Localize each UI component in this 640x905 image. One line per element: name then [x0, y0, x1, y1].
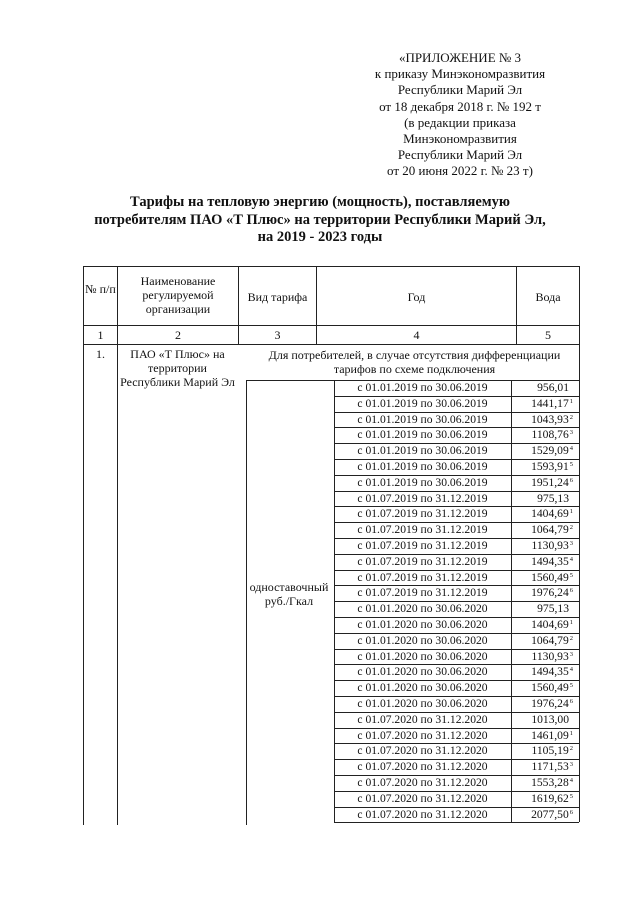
row-divider: [334, 554, 579, 555]
row-value: [531, 664, 573, 680]
row-footnote-mark: 2: [569, 745, 573, 753]
row-footnote-mark: 3: [569, 540, 573, 547]
row-value: [537, 380, 569, 396]
row-divider: [334, 743, 579, 744]
tariff-row: [334, 649, 579, 665]
tariff-row: [334, 491, 579, 507]
row-value: [531, 633, 573, 649]
rows-left-border: [334, 380, 335, 822]
row-divider: [334, 712, 579, 713]
row-value-number: 1976,24: [531, 697, 569, 710]
row-footnote-mark: 6: [569, 698, 573, 705]
row-value-number: 1130,93: [531, 649, 569, 663]
header-water: Вода: [535, 290, 561, 304]
col-number-2: 2: [175, 328, 181, 342]
row-value-number: 1461,09: [531, 728, 569, 742]
row-value-number: 1130,93: [531, 539, 569, 552]
row-footnote-mark: 5: [569, 792, 573, 800]
row-footnote-mark: 5: [569, 571, 573, 579]
row-divider: [334, 396, 579, 397]
row-period: с 01.01.2020 по 30.06.2020: [357, 649, 488, 663]
row-value: [531, 412, 573, 428]
tariff-row: [334, 538, 579, 554]
row-divider: [334, 775, 579, 776]
row-divider: [334, 443, 579, 444]
row-value: [537, 601, 569, 617]
row-period: с 01.01.2020 по 30.06.2020: [357, 681, 488, 695]
title-line: Тарифы на тепловую энергию (мощность), поставляемую: [130, 194, 510, 210]
header-tariff-type: Вид тарифа: [247, 290, 308, 304]
row-value-number: 1529,09: [531, 444, 569, 458]
tariff-row: [334, 554, 579, 570]
row-period: с 01.01.2020 по 30.06.2020: [357, 633, 488, 647]
row-footnote-mark: 6: [569, 587, 573, 595]
row-value: [531, 680, 573, 696]
col-number-1: 1: [97, 328, 104, 342]
row-footnote-mark: 4: [569, 666, 573, 674]
row-period: с 01.07.2020 по 31.12.2020: [357, 807, 488, 821]
title-line: на 2019 - 2023 годы: [257, 229, 383, 245]
row-divider: [334, 491, 579, 492]
appendix-line: от 18 декабря 2018 г. № 192 т: [379, 98, 541, 114]
row-value-number: 1560,49: [531, 570, 569, 584]
col-number-5: 5: [545, 328, 551, 342]
tariff-row: [334, 585, 579, 601]
row-period: с 01.07.2020 по 31.12.2020: [357, 744, 488, 758]
tariff-row: [334, 443, 579, 459]
header-year: Год: [407, 290, 426, 304]
row-footnote-mark: 6: [569, 808, 573, 816]
row-value: [531, 696, 573, 712]
row-divider: [334, 585, 579, 586]
row-value: [531, 728, 573, 744]
row-value: [531, 807, 573, 823]
row-period: с 01.07.2020 по 31.12.2020: [357, 712, 488, 726]
appendix-line: «ПРИЛОЖЕНИЕ № 3: [398, 50, 522, 65]
row-period: с 01.01.2019 по 30.06.2019: [357, 460, 488, 473]
row-divider: [334, 649, 579, 650]
row-period: с 01.07.2019 по 31.12.2019: [357, 539, 488, 552]
row-divider: [334, 807, 579, 808]
row-footnote-mark: 3: [569, 650, 573, 658]
row-value-number: 1171,53: [531, 760, 569, 774]
appendix-line: Республики Марий Эл: [397, 82, 523, 98]
row-divider: [334, 506, 579, 507]
row-divider: [334, 759, 579, 760]
row-footnote-mark: 1: [569, 397, 573, 405]
tariff-row: [334, 412, 579, 428]
row-value-number: 1108,76: [531, 428, 569, 442]
row-footnote-mark: 3: [569, 761, 573, 769]
appendix-line: (в редакции приказа: [404, 114, 516, 130]
row-footnote-mark: 1: [569, 619, 573, 626]
row-period: с 01.07.2020 по 31.12.2020: [357, 776, 488, 789]
row-period: с 01.01.2020 по 30.06.2020: [357, 618, 488, 631]
row-divider: [334, 459, 579, 460]
header-num: № п/п: [85, 282, 116, 296]
row-value-number: 1593,91: [531, 460, 569, 473]
col-number-3: 3: [274, 328, 281, 342]
row-period: с 01.01.2019 по 30.06.2019: [357, 444, 488, 458]
tariff-row: [334, 743, 579, 759]
appendix-header: [340, 50, 580, 180]
row-footnote-mark: 4: [569, 555, 573, 563]
row-value: [531, 775, 573, 791]
tariff-row: [334, 522, 579, 538]
section-caption: Для потребителей, в случае отсутствия дифференциации тарифов по схеме подключения: [268, 348, 561, 376]
appendix-line: Минэкономразвития: [403, 131, 517, 147]
row-value-number: 1404,69: [531, 507, 569, 521]
row-divider: [334, 680, 579, 681]
row-footnote-mark: 1: [569, 508, 573, 516]
row-footnote-mark: 1: [569, 729, 573, 737]
tariff-row: [334, 696, 579, 712]
row-period: с 01.01.2019 по 30.06.2019: [357, 381, 488, 394]
row-value-number: 1105,19: [531, 744, 569, 758]
row-value-number: 1494,35: [531, 554, 569, 568]
tariff-row: [334, 664, 579, 680]
tariff-row: [334, 728, 579, 744]
row-value: [531, 791, 573, 807]
tariff-row: [334, 775, 579, 791]
row-value: [531, 459, 573, 475]
tariff-row: [334, 459, 579, 475]
col-number-4: 4: [413, 328, 420, 342]
row-value-number: 1951,24: [531, 475, 569, 489]
tariff-row: [334, 712, 579, 728]
header-organization: Наименование регулируемой организации: [140, 274, 216, 316]
tariff-row: [334, 506, 579, 522]
row-period: с 01.01.2019 по 30.06.2019: [357, 475, 488, 489]
tariff-row: [334, 633, 579, 649]
row-value: [537, 491, 569, 507]
row-value: [531, 443, 573, 459]
row-value-number: 1441,17: [531, 396, 569, 410]
tariff-row: [334, 807, 579, 823]
row-value: [532, 427, 574, 443]
appendix-line: к приказу Минэкономразвития: [374, 66, 546, 82]
row-value-number: 2077,50: [531, 807, 569, 821]
row-value: [531, 712, 569, 728]
tariff-row: [334, 759, 579, 775]
row-value-number: 975,13: [537, 602, 569, 616]
tariff-row: [334, 396, 579, 412]
row-divider: [334, 617, 579, 618]
row-value-number: 1064,79: [531, 523, 569, 537]
row-value: [531, 585, 573, 601]
row-value-number: 1553,28: [531, 776, 569, 789]
row-period: с 01.07.2019 по 31.12.2019: [357, 491, 488, 505]
row-divider: [334, 522, 579, 523]
row-divider: [334, 696, 579, 697]
tariff-row: [334, 680, 579, 696]
row-footnote-mark: 4: [569, 777, 573, 784]
row-period: с 01.01.2020 по 30.06.2020: [357, 602, 488, 616]
row-period: с 01.07.2020 по 31.12.2020: [357, 760, 488, 774]
title-line: потребителям ПАО «Т Плюс» на территории Республики Марий Эл,: [94, 211, 546, 228]
row-period: с 01.07.2019 по 31.12.2019: [357, 554, 488, 568]
row-divider: [334, 791, 579, 792]
row-footnote-mark: 2: [569, 413, 573, 421]
row-value: [531, 617, 573, 633]
row-divider: [334, 380, 579, 381]
row-footnote-mark: 3: [569, 429, 573, 437]
rows-bottom-border: [334, 822, 579, 823]
row-period: с 01.07.2019 по 31.12.2019: [357, 586, 488, 600]
tariff-row: [334, 427, 579, 443]
row-value-number: 1619,62: [531, 791, 569, 805]
row-divider: [334, 728, 579, 729]
row-value: [531, 475, 573, 491]
row-value-number: 1404,69: [531, 618, 569, 631]
tariff-row: [334, 791, 579, 807]
row-period: с 01.07.2019 по 31.12.2019: [357, 523, 488, 537]
row-value: [531, 506, 573, 522]
organization-name: ПАО «Т Плюс» на территории Республики Марий Эл: [120, 347, 235, 389]
row-footnote-mark: 2: [569, 634, 573, 642]
tariff-row: [334, 380, 579, 396]
tariff-row: [334, 617, 579, 633]
row-value-number: 956,01: [537, 381, 569, 394]
row-value: [532, 743, 574, 759]
row-value: [531, 554, 573, 570]
row-footnote-mark: 5: [569, 682, 573, 690]
row-value-number: 1043,93: [531, 412, 569, 426]
tariff-row: [334, 570, 579, 586]
row-divider: [334, 570, 579, 571]
tariff-row: [334, 601, 579, 617]
row-period: с 01.01.2020 по 30.06.2020: [357, 665, 488, 679]
appendix-line: Республики Марий Эл: [397, 147, 523, 163]
row-value-number: 1013,00: [531, 712, 569, 726]
row-value-number: 1560,49: [531, 681, 569, 695]
row-period: с 01.01.2019 по 30.06.2019: [357, 396, 488, 410]
row-footnote-mark: 4: [569, 445, 573, 453]
tariff-type: одноставочный руб./Гкал: [249, 580, 329, 608]
row-value: [532, 538, 574, 554]
document-title: [70, 194, 570, 247]
row-divider: [334, 601, 579, 602]
row-number: 1.: [96, 347, 105, 361]
tariff-row: [334, 475, 579, 491]
row-value-number: 1494,35: [531, 665, 569, 679]
row-value-number: 1064,79: [531, 633, 569, 647]
row-divider: [334, 475, 579, 476]
row-footnote-mark: 2: [569, 524, 573, 532]
row-value: [531, 396, 573, 412]
row-period: с 01.01.2019 по 30.06.2019: [357, 428, 488, 442]
row-value: [531, 570, 573, 586]
rows-split-border: [511, 380, 512, 822]
row-value: [532, 759, 574, 775]
row-period: с 01.07.2020 по 31.12.2020: [357, 791, 488, 805]
row-divider: [334, 412, 579, 413]
appendix-line: от 20 июня 2022 г. № 23 т): [387, 163, 533, 179]
rows-right-border: [579, 380, 580, 822]
row-divider: [334, 538, 579, 539]
row-divider: [334, 633, 579, 634]
row-value: [531, 522, 573, 538]
row-period: с 01.01.2020 по 30.06.2020: [357, 697, 488, 710]
row-value: [532, 649, 574, 665]
row-divider: [334, 427, 579, 428]
row-period: с 01.07.2019 по 31.12.2019: [357, 570, 488, 584]
row-period: с 01.01.2019 по 30.06.2019: [357, 412, 488, 426]
row-footnote-mark: 5: [569, 461, 573, 468]
row-divider: [334, 664, 579, 665]
row-value-number: 1976,24: [531, 586, 569, 600]
row-period: с 01.07.2020 по 31.12.2020: [357, 728, 488, 742]
row-value-number: 975,13: [537, 491, 569, 505]
row-footnote-mark: 6: [569, 476, 573, 484]
row-period: с 01.07.2019 по 31.12.2019: [357, 507, 488, 521]
